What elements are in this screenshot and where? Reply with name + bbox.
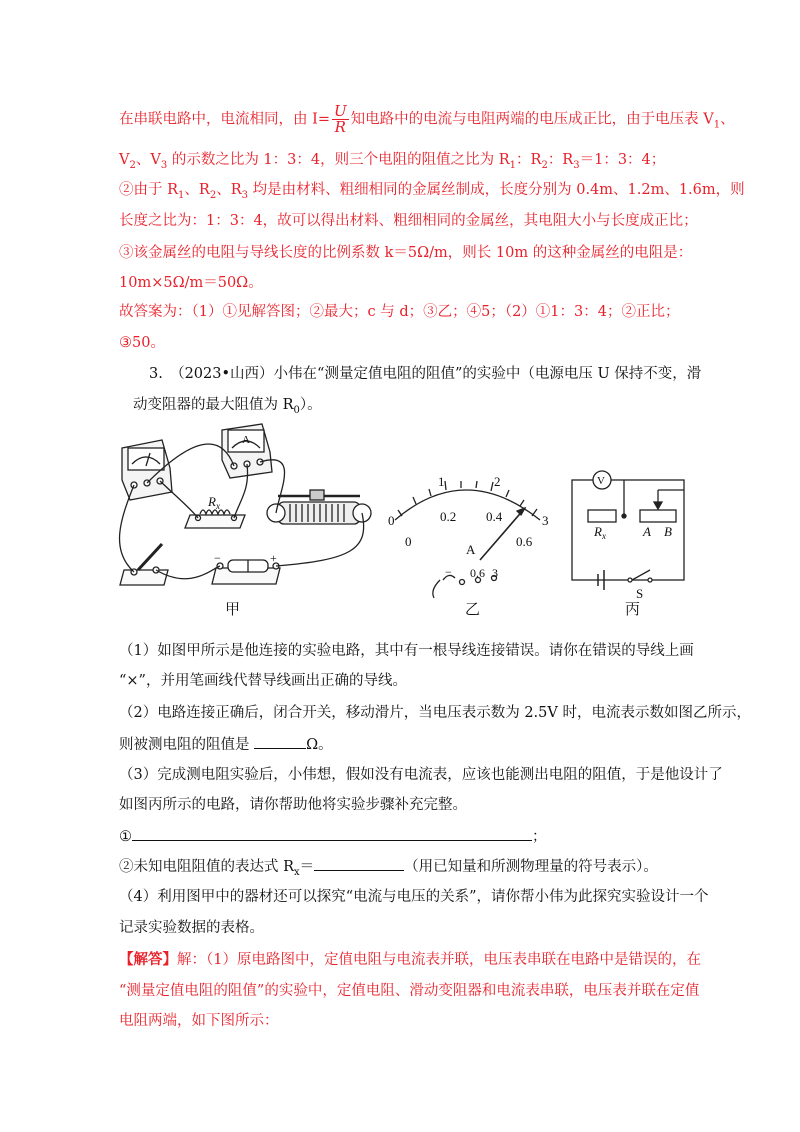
bing-b-label: B [664,524,672,539]
answer-blank-resistance[interactable] [254,734,306,749]
solution-line-3: 电阻两端，如下图所示： [119,1013,279,1029]
part-4-line-2: 记录实验数据的表格。 [119,920,264,936]
yi-term-3: 3 [492,566,498,580]
fraction-u-over-r: $\frac{U}{R}$ [334,102,347,136]
jia-rx-label: $R_x$ [208,494,220,511]
solution-heading: 【解答】 [119,951,177,968]
solution-line-1: 【解答】解：（1）原电路图中，定值电阻与电流表并联，电压表串联在电路中是错误的，在 [119,951,701,968]
question-header-line-2: 动变阻器的最大阻值为 $R_0$）。 [133,397,322,416]
yi-tick-0: 0 [388,513,395,528]
yi-scale-0: 0 [405,534,412,549]
yi-scale-04: 0.4 [486,509,503,524]
answer-line-8: ③50。 [119,335,165,351]
experiment-figures [110,420,710,620]
part-1-line-2: “×”，并用笔画线代替导线画出正确的导线。 [119,673,407,689]
answer-line-5: ③该金属丝的电阻与导线长度的比例系数 k＝5Ω/m，则长 10m 的这种金属丝的电阻是： [119,245,693,261]
bing-rx-label: $R_x$ [594,524,606,541]
answer-line-4: 长度之比为：1：3：4，故可以得出材料、粗细相同的金属丝，其电阻大小与长度成正比； [119,213,698,229]
bing-s-label: S [636,586,644,601]
jia-plus-label: + [270,551,277,565]
jia-ammeter-label: A [242,434,250,446]
step-2-line: ②未知电阻阻值的表达式 $R_x=$ （用已知量和所测物理量的符号表示）。 [119,856,658,883]
answer-line-1: 在串联电路中，电流相同，由 I= $\frac{U}{R}$ 知电路中的电流与电阻两端的电压成正比，由于电压表 $V_1$、 [119,102,735,136]
answer-blank-rx-expression[interactable] [314,856,404,871]
part-3-line-2: 如图丙所示的电路，请你帮助他将实验步骤补充完整。 [119,797,467,813]
yi-term-minus: − [445,565,452,579]
rheostat-device [267,490,371,524]
yi-tick-1: 1 [438,474,445,489]
part-1-line-1: （1）如图甲所示是他连接的实验电路，其中有一根导线连接错误。请你在错误的导线上画 [119,643,694,659]
part-3-line-1: （3）完成测电阻实验后，小伟想，假如没有电流表，应该也能测出电阻的阻值，于是他设计了 [119,767,723,783]
step-1-line: ① ； [119,826,547,847]
voltmeter-device [122,440,172,500]
solution-line-2: “测量定值电阻的阻值”的实验中，定值电阻、滑动变阻器和电流表串联，电压表并联在定值 [119,983,700,999]
answer-line-6: 10m×5Ω/m＝50Ω。 [119,275,263,291]
answer-line-7: 故答案为：（1）①见解答图；②最大；c 与 d；③乙；④5；（2）①1：3：4；②正比； [119,304,680,320]
yi-unit-a: A [466,542,476,557]
caption-bing: 丙 [625,600,641,618]
yi-tick-3: 3 [542,513,549,528]
answer-blank-step-1[interactable] [132,826,532,841]
jia-minus-label: − [214,551,221,565]
answer-line-3: ②由于 $R_1$、$R_2$、$R_3$ 均是由材料、粗细相同的金属丝制成，长度分别为 0.4m、1.2m、1.6m，则 [119,182,745,201]
yi-scale-06: 0.6 [516,534,533,549]
bing-a-label: A [643,524,651,539]
caption-jia: 甲 [225,600,241,618]
part-2-line-2: 则被测电阻的阻值是 Ω。 [119,734,333,755]
part-4-line-1: （4）利用图甲中的器材还可以探究“电流与电压的关系”，请你帮小伟为此探究实验设计一个 [119,889,709,905]
answer-line-2: $V_2$、$V_3$ 的示数之比为 1：3：4，则三个电阻的阻值之比为 $R_1$：$R_2$：$R_3=1$：3：4； [119,152,666,171]
caption-yi: 乙 [465,600,481,618]
bing-v-label: V [597,475,605,487]
yi-tick-2: 2 [494,474,501,489]
yi-scale-02: 0.2 [440,509,457,524]
question-header-line-1: 3. （2023•山西）小伟在“测量定值电阻的阻值”的实验中（电源电压 U 保持不变，滑 [149,366,702,382]
yi-term-06: 0.6 [470,566,485,580]
part-2-line-1: （2）电路连接正确后，闭合开关，移动滑片，当电压表示数为 2.5V 时，电流表示数如图乙所示， [119,705,751,721]
